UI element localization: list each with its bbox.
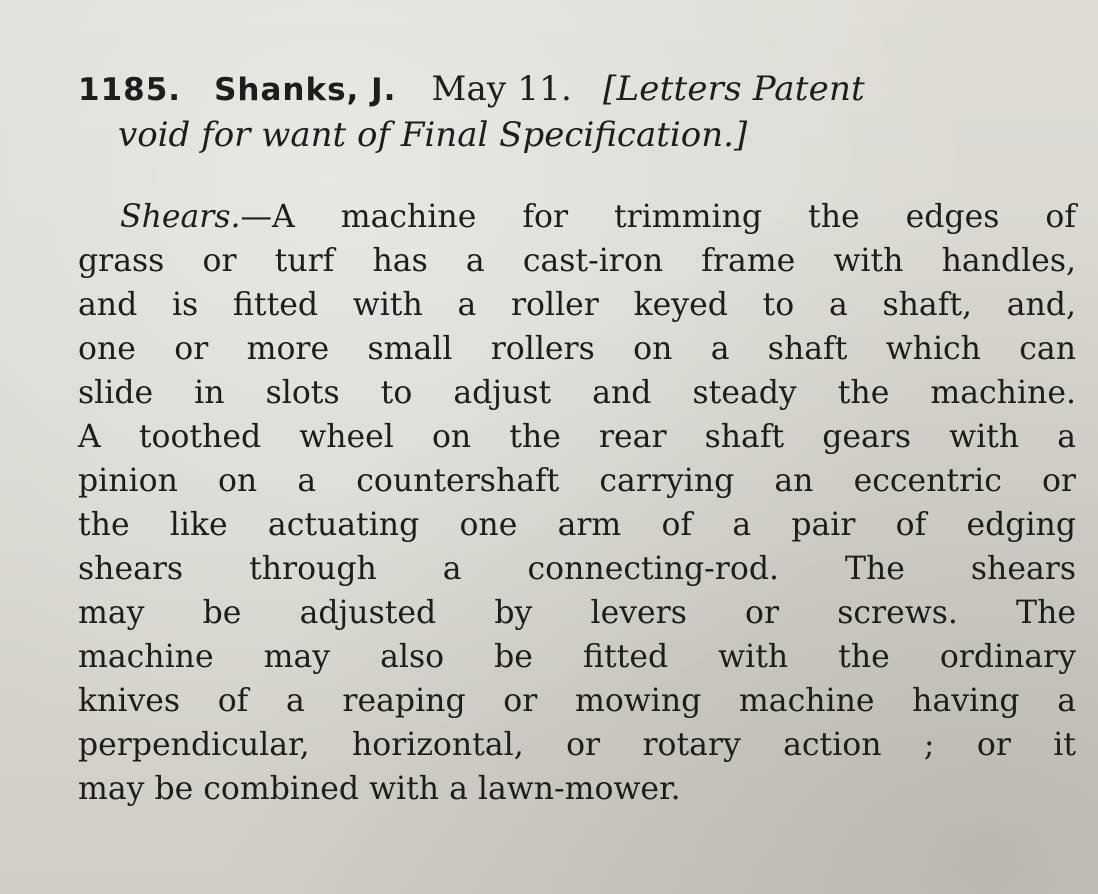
subject-heading: Shears.: [120, 199, 241, 235]
abstract-line: pinion on a countershaft carrying an eccentric or: [78, 463, 1076, 499]
abstract-line: knives of a reaping or mowing machine having a: [78, 683, 1076, 719]
status-note-part2: void for want of Final Specification.]: [118, 115, 748, 155]
abstract-line: one or more small rollers on a shaft which can: [78, 331, 1076, 367]
abstract-line: perpendicular, horizontal, or rotary action ; or it: [78, 727, 1076, 763]
entry-number: 1185.: [78, 72, 182, 108]
abstract-line: shears through a connecting-rod. The shears: [78, 551, 1076, 587]
abstract-line-text: —A machine for trimming the edges of: [240, 199, 1076, 235]
abstract-line: slide in slots to adjust and steady the machine.: [78, 375, 1076, 411]
status-note-part1: [Letters Patent: [603, 69, 865, 109]
abstract-body: [78, 195, 1078, 811]
abstract-line: and is fitted with a roller keyed to a shaft, and,: [78, 287, 1076, 323]
abstract-line: may be combined with a lawn-mower.: [78, 771, 681, 807]
abstract-line: grass or turf has a cast-iron frame with handles,: [78, 243, 1076, 279]
patent-entry: [78, 66, 1078, 811]
abstract-line: the like actuating one arm of a pair of edging: [78, 507, 1076, 543]
abstract-line: A toothed wheel on the rear shaft gears with a: [78, 419, 1076, 455]
entry-date: May 11.: [431, 69, 573, 109]
entry-headline: [78, 66, 1078, 113]
abstract-line: [120, 195, 1076, 239]
abstract-line: machine may also be fitted with the ordinary: [78, 639, 1076, 675]
patentee-name: Shanks, J.: [214, 72, 397, 108]
abstract-line: may be adjusted by levers or screws. The: [78, 595, 1076, 631]
